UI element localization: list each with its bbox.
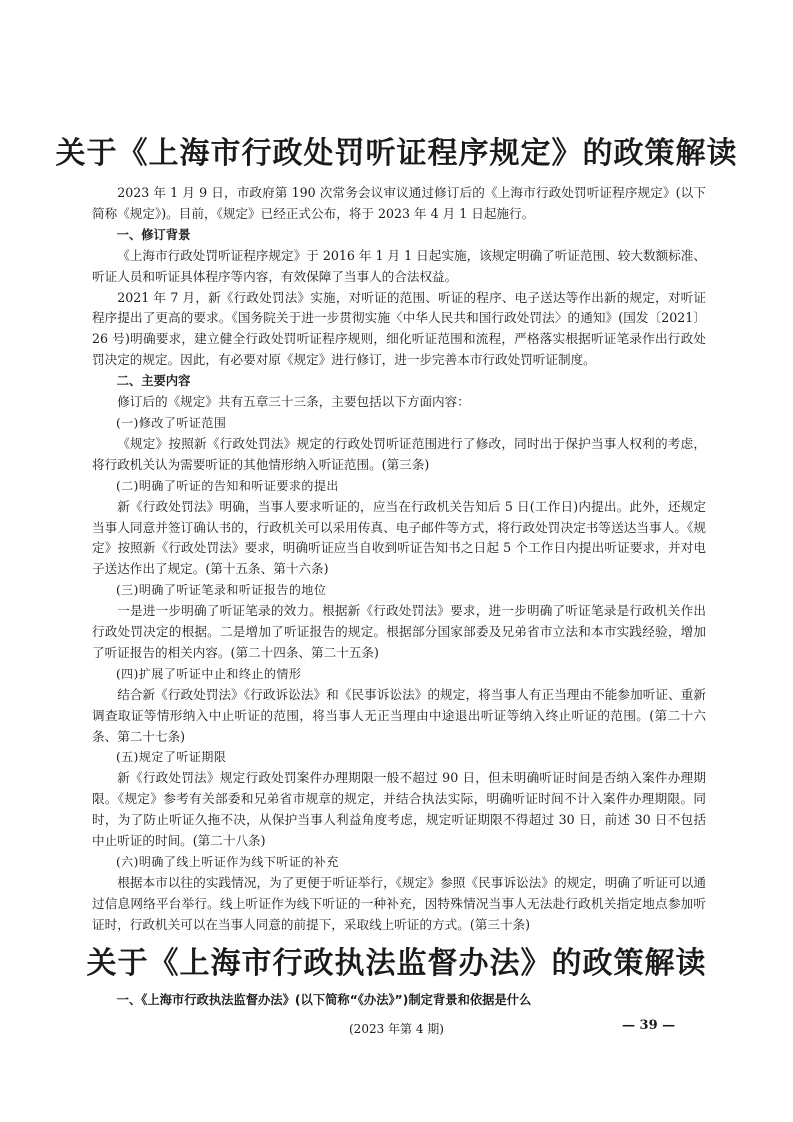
subsection-heading: (二)明确了听证的告知和听证要求的提出 xyxy=(116,478,339,493)
paragraph: 新《行政处罚法》明确，当事人要求听证的，应当在行政机关告知后 5 日(工作日)内提出。此外，还规定当事人同意并签订确认书的，行政机关可以采用传真、电子邮件等方式，将行政处罚决定书等送达当事人。《规定》按照新《行政处罚法》要求，明确听证应当自收到听证告知书之日起 5 个工作日内提出听证要求，并对电子送达作出了规定。(第十五条、第十六条) xyxy=(92,498,706,577)
article-title: 关于《上海市行政处罚听证程序规定》的政策解读 xyxy=(55,136,738,171)
subsection-heading: (三)明确了听证笔录和听证报告的地位 xyxy=(116,583,327,598)
subsection-heading: (四)扩展了听证中止和终止的情形 xyxy=(116,666,302,681)
paragraph: 2023 年 1 月 9 日，市政府第 190 次常务会议审议通过修订后的《上海市行政处罚听证程序规定》(以下简称《规定》)。目前，《规定》已经正式公布，将于 2023 年 4 月 1 日起施行。 xyxy=(92,185,706,221)
paragraph: 一是进一步明确了听证笔录的效力。根据新《行政处罚法》要求，进一步明确了听证笔录是行政机关作出行政处罚决定的根据。二是增加了听证报告的规定。根据部分国家部委及兄弟省市立法和本市实践经验，增加了听证报告的相关内容。(第二十四条、第二十五条) xyxy=(92,603,706,660)
paragraph: 新《行政处罚法》规定行政处罚案件办理期限一般不超过 90 日，但未明确听证时间是否纳入案件办理期限。《规定》参考有关部委和兄弟省市规章的规定，并结合执法实际，明确听证时间不计入案件办理期限。同时，为了防止听证久拖不决，从保护当事人利益角度考虑，规定听证期限不得超过 30 日，前述 30 日不包括中止听证的时间。(第二十八条) xyxy=(92,770,706,849)
issue-label: (2023 年第 4 期) xyxy=(349,1022,444,1036)
section-heading: 一、《上海市行政执法监督办法》(以下简称“《办法》”)制定背景和依据是什么 xyxy=(116,993,532,1007)
subsection-heading: (六)明确了线上听证作为线下听证的补充 xyxy=(116,855,339,869)
article-body xyxy=(92,183,706,936)
paragraph: 修订后的《规定》共有五章三十三条，主要包括以下方面内容： xyxy=(117,394,470,410)
subsection-heading: (一)修改了听证范围 xyxy=(116,415,227,430)
page-number: — 39 — xyxy=(622,1018,676,1033)
paragraph: 2021 年 7 月，新《行政处罚法》实施，对听证的范围、听证的程序、电子送达等作出新的规定，对听证程序提出了更高的要求。《国务院关于进一步贯彻实施〈中华人民共和国行政处罚法〉的通知》(国发〔2021〕26 号)明确要求，建立健全行政处罚听证程序规则，细化听证范围和流程，严格落实根据听证笔录作出行政处罚决定的规定。因此，有必要对原《规定》进行修订，进一步完善本市行政处罚听证制度。 xyxy=(92,289,706,368)
second-article-title: 关于《上海市行政执法监督办法》的政策解读 xyxy=(86,946,707,981)
paragraph: 结合新《行政处罚法》《行政诉讼法》和《民事诉讼法》的规定，将当事人有正当理由不能参加听证、重新调查取证等情形纳入中止听证的范围，将当事人无正当理由中途退出听证等纳入终止听证的范围。(第二十六条、第二十七条) xyxy=(92,686,706,744)
subsection-heading: (五)规定了听证期限 xyxy=(116,750,227,765)
paragraph: 根据本市以往的实践情况，为了更便于听证举行，《规定》参照《民事诉讼法》的规定，明确了听证可以通过信息网络平台举行。线上听证作为线下听证的一种补充，因特殊情况当事人无法赴行政机关指定地点参加听证时，行政机关可以在当事人同意的前提下，采取线上听证的方式。(第三十条) xyxy=(92,874,706,932)
section-heading: 一、修订背景 xyxy=(116,227,191,242)
paragraph: 《规定》按照新《行政处罚法》规定的行政处罚听证范围进行了修改，同时出于保护当事人权利的考虑，将行政机关认为需要听证的其他情形纳入听证范围。(第三条) xyxy=(92,435,706,472)
section-heading: 二、主要内容 xyxy=(116,374,191,389)
paragraph: 《上海市行政处罚听证程序规定》于 2016 年 1 月 1 日起实施，该规定明确了听证范围、较大数额标准、听证人员和听证具体程序等内容，有效保障了当事人的合法权益。 xyxy=(92,247,706,284)
